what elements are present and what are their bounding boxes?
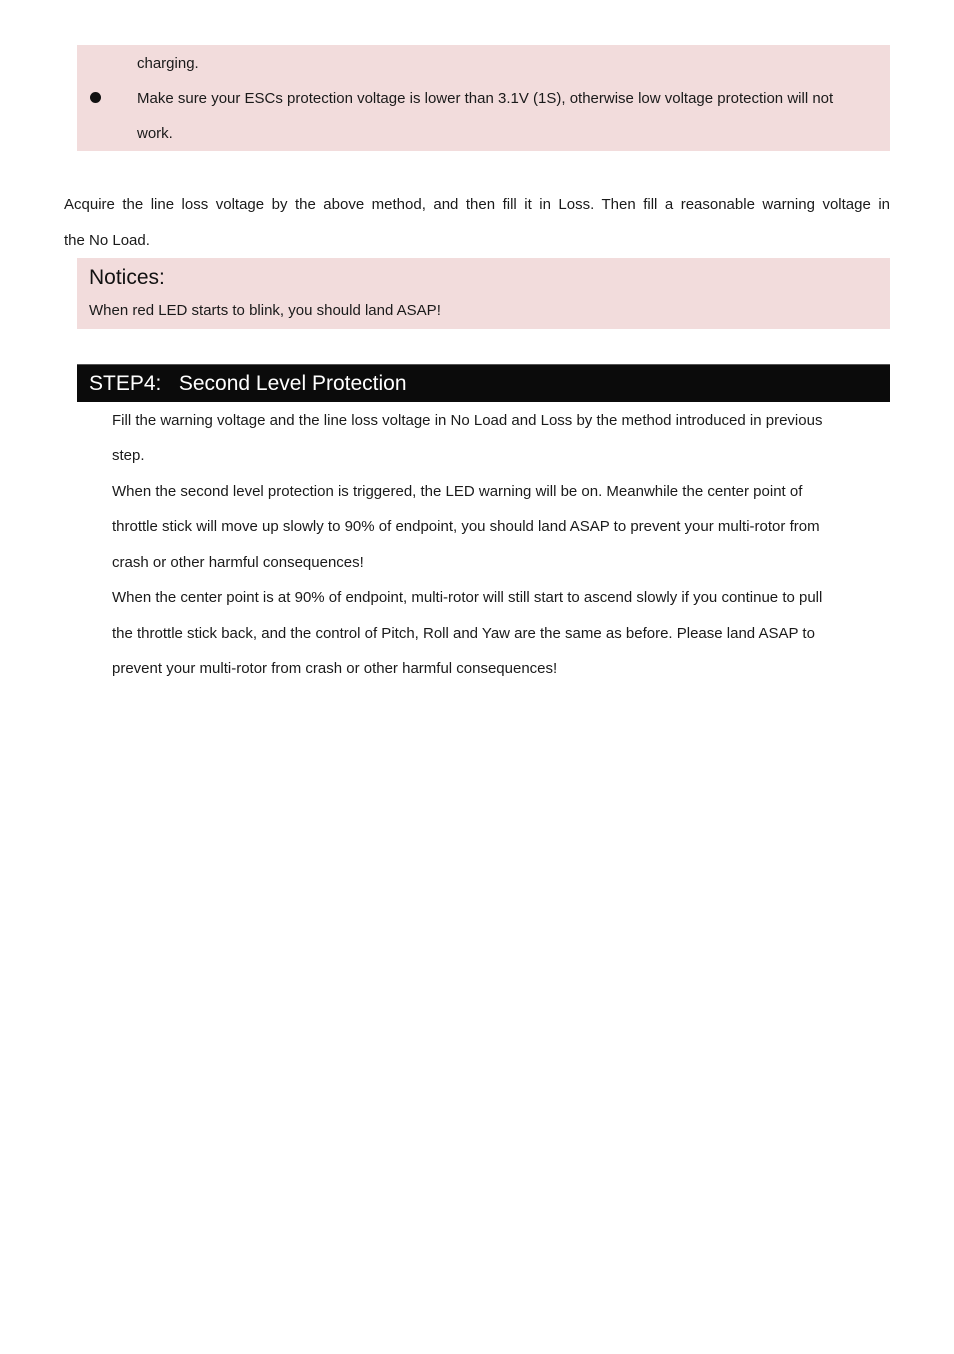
step-header <box>77 364 890 402</box>
warning-text-line: work. <box>137 125 173 142</box>
step-text-line: Fill the warning voltage and the line loss voltage in No Load and Loss by the method introduced in previous <box>112 412 823 429</box>
warning-box <box>77 45 890 151</box>
body-paragraph-line: Acquire the line loss voltage by the above method, and then fill it in Loss. Then fill a reasonable warning voltage in <box>64 196 890 213</box>
step-text-line: step. <box>112 447 145 464</box>
step-text-line: When the second level protection is triggered, the LED warning will be on. Meanwhile the center point of <box>112 483 803 500</box>
body-paragraph-line: the No Load. <box>64 232 150 249</box>
notices-box <box>77 258 890 329</box>
notices-text: When red LED starts to blink, you should land ASAP! <box>89 302 441 319</box>
warning-text-line: charging. <box>137 55 199 72</box>
step-text-line: throttle stick will move up slowly to 90% of endpoint, you should land ASAP to prevent your multi-rotor from <box>112 518 820 535</box>
step-text-line: prevent your multi-rotor from crash or other harmful consequences! <box>112 660 558 677</box>
step-text-line: the throttle stick back, and the control of Pitch, Roll and Yaw are the same as before. Please land ASAP to <box>112 625 815 642</box>
bullet-icon <box>90 92 101 103</box>
step-title: STEP4: Second Level Protection <box>89 372 407 395</box>
notices-title: Notices: <box>89 266 165 289</box>
step-text-line: crash or other harmful consequences! <box>112 554 364 571</box>
warning-text-line: Make sure your ESCs protection voltage is lower than 3.1V (1S), otherwise low voltage protection will not <box>137 90 834 107</box>
step-text-line: When the center point is at 90% of endpoint, multi-rotor will still start to ascend slowly if you continue to pull <box>112 589 823 606</box>
